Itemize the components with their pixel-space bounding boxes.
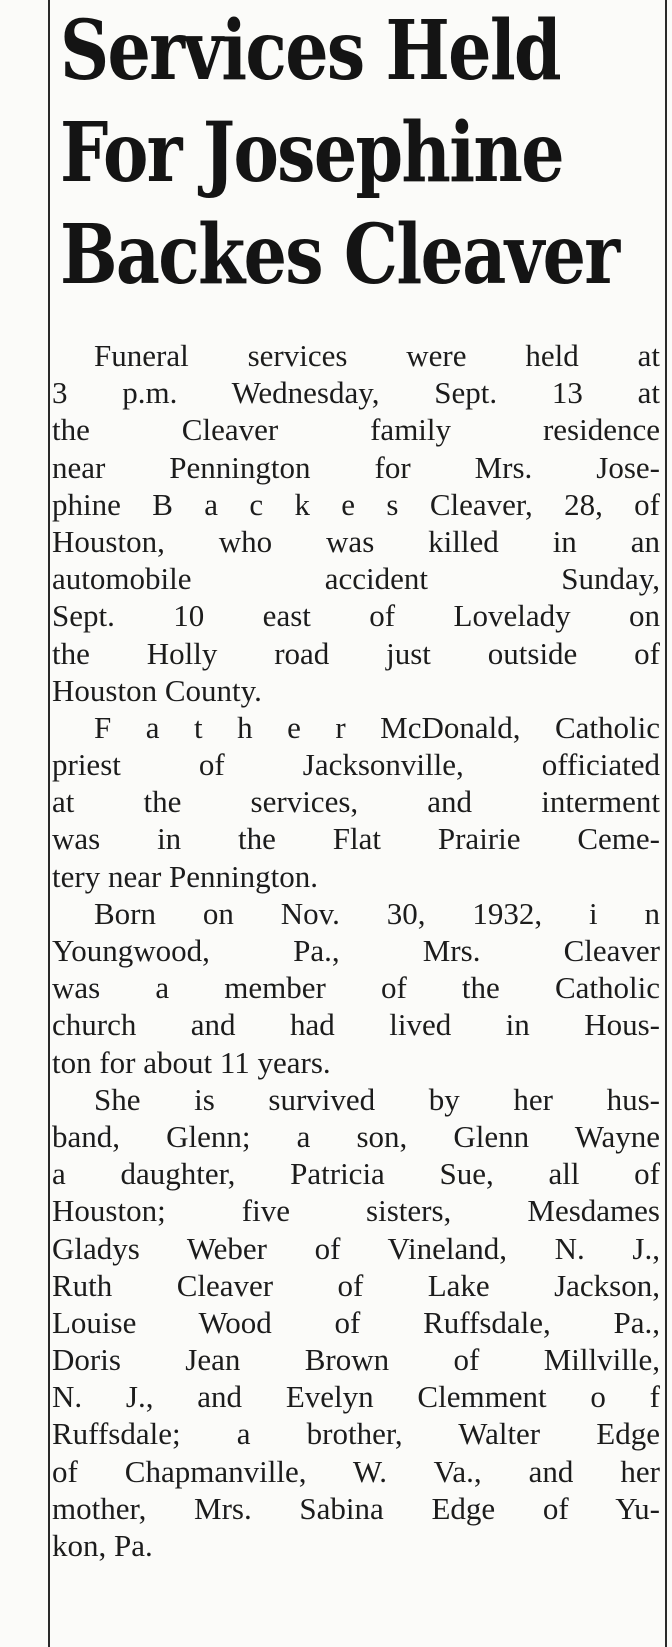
text-line: Youngwood, Pa., Mrs. Cleaver [52,933,660,968]
text-line: at the services, and interment [52,784,660,820]
headline-line: Services Held [60,3,560,99]
text-line: F a t h e r McDonald, Catholic [94,709,660,745]
text-line: band, Glenn; a son, Glenn Wayne [52,1118,660,1154]
text-line: Ruffsdale; a brother, Walter Edge [52,1416,660,1452]
paragraph-officiant [52,709,660,895]
paragraph-survivors [52,1081,660,1564]
text-line: Funeral services were held at [94,338,660,373]
text-line: Born on Nov. 30, 1932, i n [94,895,660,931]
text-line: church and had lived in Hous- [52,1007,660,1043]
paragraph-funeral [52,337,660,709]
headline [60,0,619,306]
text-line: tery near Pennington. [52,858,319,894]
text-line: Gladys Weber of Vineland, N. J., [52,1230,660,1266]
headline-line: For Josephine [60,105,563,201]
article-body [52,337,660,1564]
paragraph-biography [52,895,660,1081]
headline-line: Backes Cleaver [60,207,619,303]
text-line: was in the Flat Prairie Ceme- [52,821,660,857]
text-line: Sept. 10 east of Lovelady on [52,598,660,634]
text-line: Ruth Cleaver of Lake Jackson, [52,1267,660,1303]
text-line: phine B a c k e s Cleaver, 28, of [52,486,660,522]
text-line: Houston; five sisters, Mesdames [52,1193,660,1229]
text-line: Houston, who was killed in an [52,523,660,559]
text-line: Louise Wood of Ruffsdale, Pa., [52,1304,660,1340]
text-line: ton for about 11 years. [52,1044,331,1080]
text-line: of Chapmanville, W. Va., and her [52,1453,660,1489]
text-line: kon, Pa. [52,1528,153,1563]
column-rule-right [665,0,667,1647]
text-line: the Cleaver family residence [52,412,660,448]
text-line: near Pennington for Mrs. Jose- [52,449,660,485]
text-line: was a member of the Catholic [52,970,660,1006]
text-line: She is survived by her hus- [94,1081,660,1117]
text-line: mother, Mrs. Sabina Edge of Yu- [52,1490,660,1526]
text-line: Doris Jean Brown of Millville, [52,1342,660,1378]
text-line: Houston County. [52,672,262,708]
text-line: N. J., and Evelyn Clemment o f [52,1379,660,1415]
text-line: 3 p.m. Wednesday, Sept. 13 at [52,375,660,411]
text-line: priest of Jacksonville, officiated [52,747,660,783]
text-line: a daughter, Patricia Sue, all of [52,1156,660,1192]
text-line: the Holly road just outside of [52,635,660,671]
text-line: automobile accident Sunday, [52,561,660,597]
column-rule-left [48,0,50,1647]
